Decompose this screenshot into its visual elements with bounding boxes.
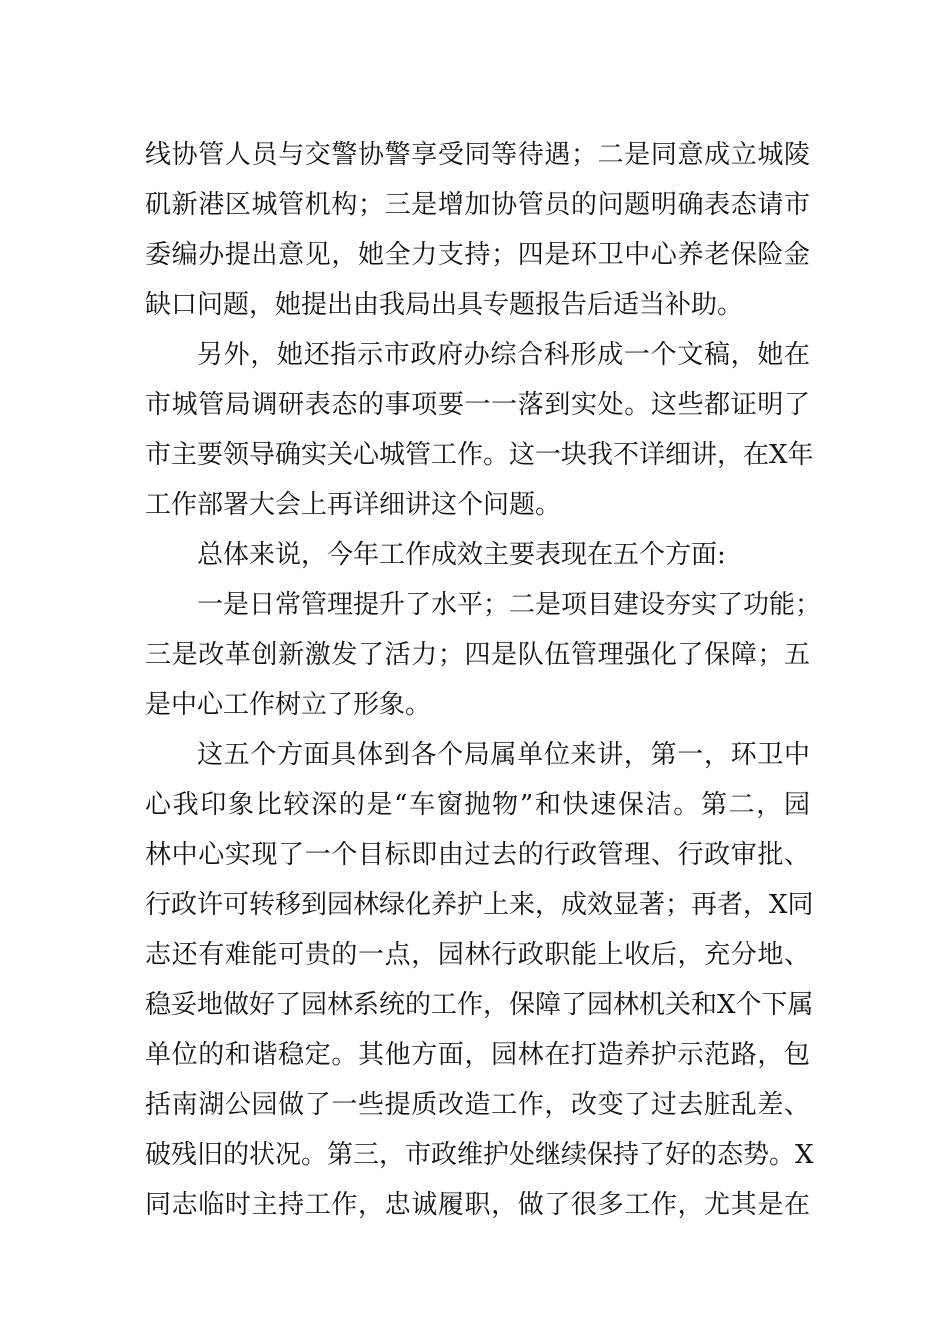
text-line: 市主要领导确实关心城管工作。这一块我不详细讲，在X年 — [145, 440, 814, 470]
text-line: 单位的和谐稳定。其他方面，园林在打造养护示范路，包 — [145, 1040, 810, 1070]
text-line: 稳妥地做好了园林系统的工作，保障了园林机关和X个下属 — [145, 990, 814, 1020]
text-line: 另外，她还指示市政府办综合科形成一个文稿，她在 — [197, 340, 810, 370]
text-line: 志还有难能可贵的一点，园林行政职能上收后，充分地、 — [145, 940, 810, 970]
document-body — [145, 130, 822, 1230]
text-line: 一是日常管理提升了水平；二是项目建设夯实了功能； — [197, 590, 822, 620]
text-line: 三是改革创新激发了活力；四是队伍管理强化了保障；五 — [145, 640, 810, 670]
text-line: 缺口问题，她提出由我局出具专题报告后适当补助。 — [145, 290, 744, 320]
text-line: 破残旧的状况。第三，市政维护处继续保持了好的态势。X — [145, 1140, 814, 1170]
text-line: 矶新港区城管机构；三是增加协管员的问题明确表态请市 — [145, 190, 810, 220]
text-line: 委编办提出意见，她全力支持；四是环卫中心养老保险金 — [145, 240, 810, 270]
text-line: 是中心工作树立了形象。 — [145, 690, 432, 720]
text-line: 同志临时主持工作，忠诚履职，做了很多工作，尤其是在 — [145, 1190, 810, 1220]
text-line: 行政许可转移到园林绿化养护上来，成效显著；再者，X同 — [145, 890, 814, 920]
text-line: 括南湖公园做了一些提质改造工作，改变了过去脏乱差、 — [145, 1090, 810, 1120]
text-line: 线协管人员与交警协警享受同等待遇；二是同意成立城陵 — [145, 140, 810, 170]
text-line: 林中心实现了一个目标即由过去的行政管理、行政审批、 — [145, 840, 810, 870]
text-line: 总体来说，今年工作成效主要表现在五个方面: — [197, 540, 726, 570]
text-line: 市城管局调研表态的事项要一一落到实处。这些都证明了 — [145, 390, 810, 420]
text-line: 心我印象比较深的是“车窗抛物”和快速保洁。第二，园 — [145, 790, 810, 820]
text-line: 工作部署大会上再详细讲这个问题。 — [145, 490, 562, 520]
text-line: 这五个方面具体到各个局属单位来讲，第一，环卫中 — [197, 740, 810, 770]
